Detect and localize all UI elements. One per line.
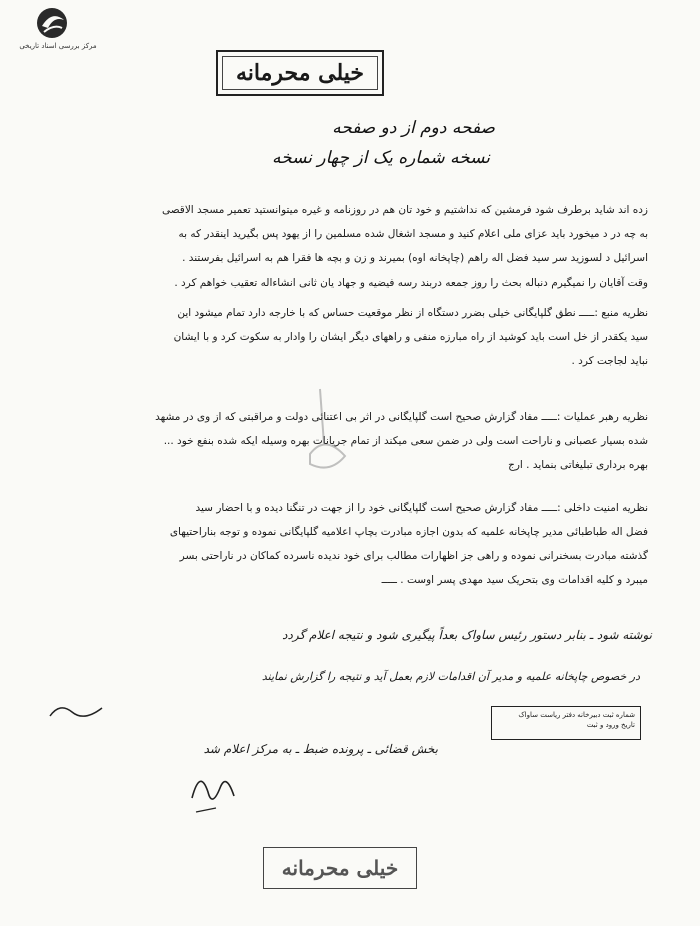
text-line: نباید لجاجت کرد . (571, 355, 648, 367)
text-line: به چه در د میخورد باید عزای ملی اعلام کنید و مسجد اشغال شده مسلمین را از یهود پس بگیرید اینقدر که به (178, 228, 648, 240)
internal-security-opinion-paragraph (50, 496, 648, 592)
receipt-stamp-line-1: شماره ثبت دبیرخانه دفتر ریاست ساواک (518, 711, 635, 719)
text-line: میبرد و کلیه اقدامات وی بتحریک سید مهدی پسر اوست . ـــــ (381, 574, 648, 586)
text-line: نظریه منبع :ـــــ نطق گلپایگانی خیلی بضرر دستگاه از نظر موقعیت حساس که با خارجه دارد تمام میشود این (177, 307, 648, 319)
archive-logo (6, 6, 106, 58)
copy-number-note: نسخه شماره یک از چهار نسخه (272, 148, 490, 168)
archive-emblem-icon (34, 6, 70, 40)
text-line: زده اند شاید برطرف شود فرمشین که نداشتیم و خود تان هم در روزنامه و غیره میتوانستید تعمیر مسجد الاقصی (161, 204, 648, 216)
source-opinion-paragraph (50, 301, 648, 373)
text-line: بهره برداری تبلیغاتی بنماید . ارج (508, 459, 648, 471)
text-line: شده بسیار عصبانی و ناراحت است ولی در ضمن سعی میکند از تمام جریانات بهره وسیله ایکه شده بنفع خود ... (163, 435, 648, 447)
handwritten-note-2: در خصوص چاپخانه علمیه و مدیر آن اقدامات لازم بعمل آید و نتیجه را گزارش نمایند (261, 670, 640, 683)
page-number-note: صفحه دوم از دو صفحه (332, 118, 495, 138)
text-line: اسرائیل د لسوزید سر سید فضل اله راهم (چاپخانه اوه) بمیرند و زن و بچه ها فقرا هم به اسرائیل بفرستند . (182, 252, 648, 264)
paragraph-2 (50, 271, 648, 295)
text-line: وقت آقایان را نمیگیرم دنباله بحث را روز جمعه دربند رسه فیضیه و جهاد یان ثانی انشاءاله تعقیب خواهم کرد . (174, 277, 648, 289)
text-line: گذشته مبادرت بسخنرانی نموده و راهی جز اظهارات مطالب برای خود ندیده ناسرده کماکان در ناراحتی بسر (179, 550, 648, 562)
text-line: سید یکقدر از خل است باید کوشید از راه مبارزه منفی و راههای دیگر ایشان را وادار به سکوت کرد و با ایشان (173, 331, 648, 343)
text-line: فضل اله طباطبائی مدیر چاپخانه علمیه که بدون اجازه مبادرت بچاپ اعلامیه گلپایگانی نموده و توجه بناراحتیهای (169, 526, 648, 538)
ink-smudge-mark (290, 384, 360, 494)
handwritten-signature (186, 758, 246, 818)
text-line: نظریه رهبر عملیات :ـــــ مفاد گزارش صحیح است گلپایگانی در اثر بی اعتنائی دولت و مراقبتی که از وی در مشهد (155, 411, 648, 423)
text-line: نظریه امنیت داخلی :ـــــ مفاد گزارش صحیح است گلپایگانی خود را از جهت در تنگنا دیده و با احضار سید (195, 502, 648, 514)
top-classification-stamp: خیلی محرمانه (216, 50, 384, 96)
paragraph-1 (50, 198, 648, 270)
receipt-stamp-line-2: تاریخ ورود و ثبت (586, 721, 635, 729)
handwritten-note-3: بخش قضائی ـ پرونده ضبط ـ به مرکز اعلام شد (203, 742, 438, 756)
handwritten-note-1: نوشته شود ـ بنابر دستور رئیس ساواک بعداً پیگیری شود و نتیجه اعلام گردد (282, 628, 652, 642)
receipt-registration-stamp (491, 706, 641, 740)
logo-text: مرکز بررسی اسناد تاریخی (19, 42, 97, 50)
bottom-classification-stamp: خیلی محرمانه (263, 847, 417, 889)
